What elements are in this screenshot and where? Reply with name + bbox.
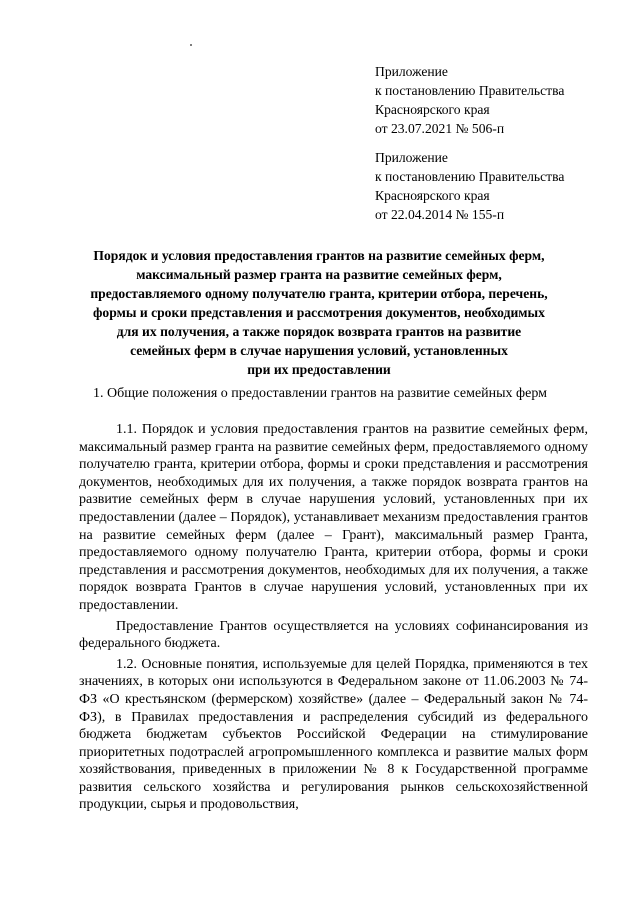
scan-speck: [190, 44, 192, 46]
appendix-resolution: к постановлению Правительства: [375, 83, 565, 98]
paragraph-1-1: 1.1. Порядок и условия предоставления грантов на развитие семейных ферм, максимальный размер гранта на развитие семейных ферм, предоставляемого одному получателю гранта, критерии отбора, формы и сроки представления и рассмотрения документов, необходимых для их получения, а также порядок возврата грантов на развитие семейных ферм в случае нарушения условий, установленных при их предоставлении (далее – Порядок), устанавливает механизм предоставления грантов на развитие семейных ферм (далее – Грант), максимальный размер Гранта, предоставляемого одному получателю Гранта, критерии отбора, формы и сроки представления и рассмотрения документов, необходимых для их получения, а также порядок возврата Грантов в случае нарушения условий, установленных при их предоставлении.: [79, 422, 588, 613]
paragraph-cofinancing: Предоставление Грантов осуществляется на условиях софинансирования из федерального бюджета.: [79, 618, 588, 652]
appendix-original-block: [375, 148, 564, 224]
title-line: для их получения, а также порядок возврата грантов на развитие: [116, 324, 522, 339]
appendix-label: Приложение: [375, 64, 448, 79]
title-line: предоставляемого одному получателю гранта, критерии отбора, перечень,: [90, 286, 548, 301]
section-heading: 1. Общие положения о предоставлении грантов на развитие семейных ферм: [93, 386, 547, 401]
title-line: семейных ферм в случае нарушения условий, установленных: [130, 343, 508, 358]
title-line: максимальный размер гранта на развитие семейных ферм,: [136, 267, 502, 282]
title-line: формы и сроки представления и рассмотрения документов, необходимых: [93, 305, 545, 320]
appendix-label: Приложение: [375, 150, 448, 165]
appendix-region: Красноярского края: [375, 102, 490, 117]
appendix-resolution: к постановлению Правительства: [375, 169, 565, 184]
appendix-region: Красноярского края: [375, 188, 490, 203]
document-body: [79, 421, 588, 814]
title-line: при их предоставлении: [247, 362, 391, 377]
title-line: Порядок и условия предоставления грантов на развитие семейных ферм,: [93, 248, 545, 263]
document-title: [78, 246, 560, 379]
appendix-current-block: [375, 62, 564, 138]
paragraph-1-2: 1.2. Основные понятия, используемые для целей Порядка, применяются в тех значениях, в которых они используются в Федеральном законе от 11.06.2003 № 74-ФЗ «О крестьянском (фермерском) хозяйстве» (далее – Федеральный закон № 74-ФЗ), в Правилах предоставления и распределения субсидий из федерального бюджета бюджетам субъектов Российской Федерации на стимулирование приоритетных подотраслей агропромышленного комплекса и развитие малых форм хозяйствования, приведенных в приложении № 8 к Государственной программе развития сельского хозяйства и регулирования рынков сельскохозяйственной продукции, сырья и продовольствия,: [79, 656, 588, 813]
appendix-date-number: от 23.07.2021 № 506-п: [375, 121, 505, 136]
appendix-date-number: от 22.04.2014 № 155-п: [375, 207, 505, 222]
